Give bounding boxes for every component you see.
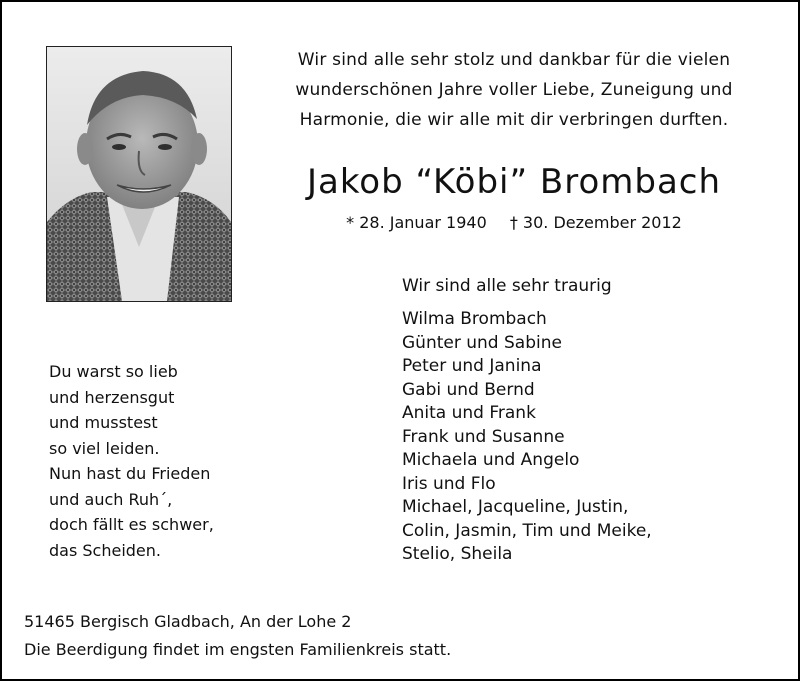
poem: [49, 359, 214, 563]
mourner-name: Michael, Jacqueline, Justin,: [402, 497, 629, 517]
poem-line: und auch Ruh´,: [49, 489, 173, 509]
funeral-note: Die Beerdigung findet im engsten Familienkreis statt.: [24, 640, 452, 659]
poem-line: Nun hast du Frieden: [49, 464, 211, 483]
poem-line: Du warst so lieb: [49, 362, 178, 381]
poem-line: und herzensgut: [49, 387, 175, 407]
portrait-photo: [46, 46, 232, 302]
mourners-list: [402, 308, 652, 567]
mourner-name: Gabi und Bernd: [402, 379, 535, 400]
mourner-name: Frank und Susanne: [402, 426, 565, 447]
mourner-name: Stelio, Sheila: [402, 544, 513, 564]
poem-line: und musstest: [49, 413, 158, 432]
mourners-heading: Wir sind alle sehr traurig: [402, 276, 612, 296]
mourner-name: Günter und Sabine: [402, 332, 562, 353]
mourner-name: Anita und Frank: [402, 403, 536, 423]
life-dates: [258, 213, 770, 232]
poem-line: das Scheiden.: [49, 540, 161, 560]
intro-line: Harmonie, die wir alle mit dir verbringen durften.: [299, 110, 729, 130]
mourner-name: Michaela und Angelo: [402, 450, 580, 470]
mourner-name: Wilma Brombach: [402, 309, 547, 329]
birth-date: * 28. Januar 1940: [346, 213, 487, 232]
address: 51465 Bergisch Gladbach, An der Lohe 2: [24, 612, 352, 631]
deceased-name: Jakob “Köbi” Brombach: [306, 162, 722, 202]
mourner-name: Iris und Flo: [402, 473, 496, 494]
mourner-name: Peter und Janina: [402, 356, 542, 376]
intro-line: wunderschönen Jahre voller Liebe, Zuneigung und: [295, 80, 733, 100]
death-date: † 30. Dezember 2012: [509, 213, 682, 232]
mourner-name: Colin, Jasmin, Tim und Meike,: [402, 520, 652, 541]
intro-line: Wir sind alle sehr stolz und dankbar für die vielen: [297, 50, 731, 70]
poem-line: doch fällt es schwer,: [49, 515, 214, 534]
footer: [24, 608, 451, 664]
poem-line: so viel leiden.: [49, 438, 160, 458]
intro-text: [258, 45, 770, 135]
